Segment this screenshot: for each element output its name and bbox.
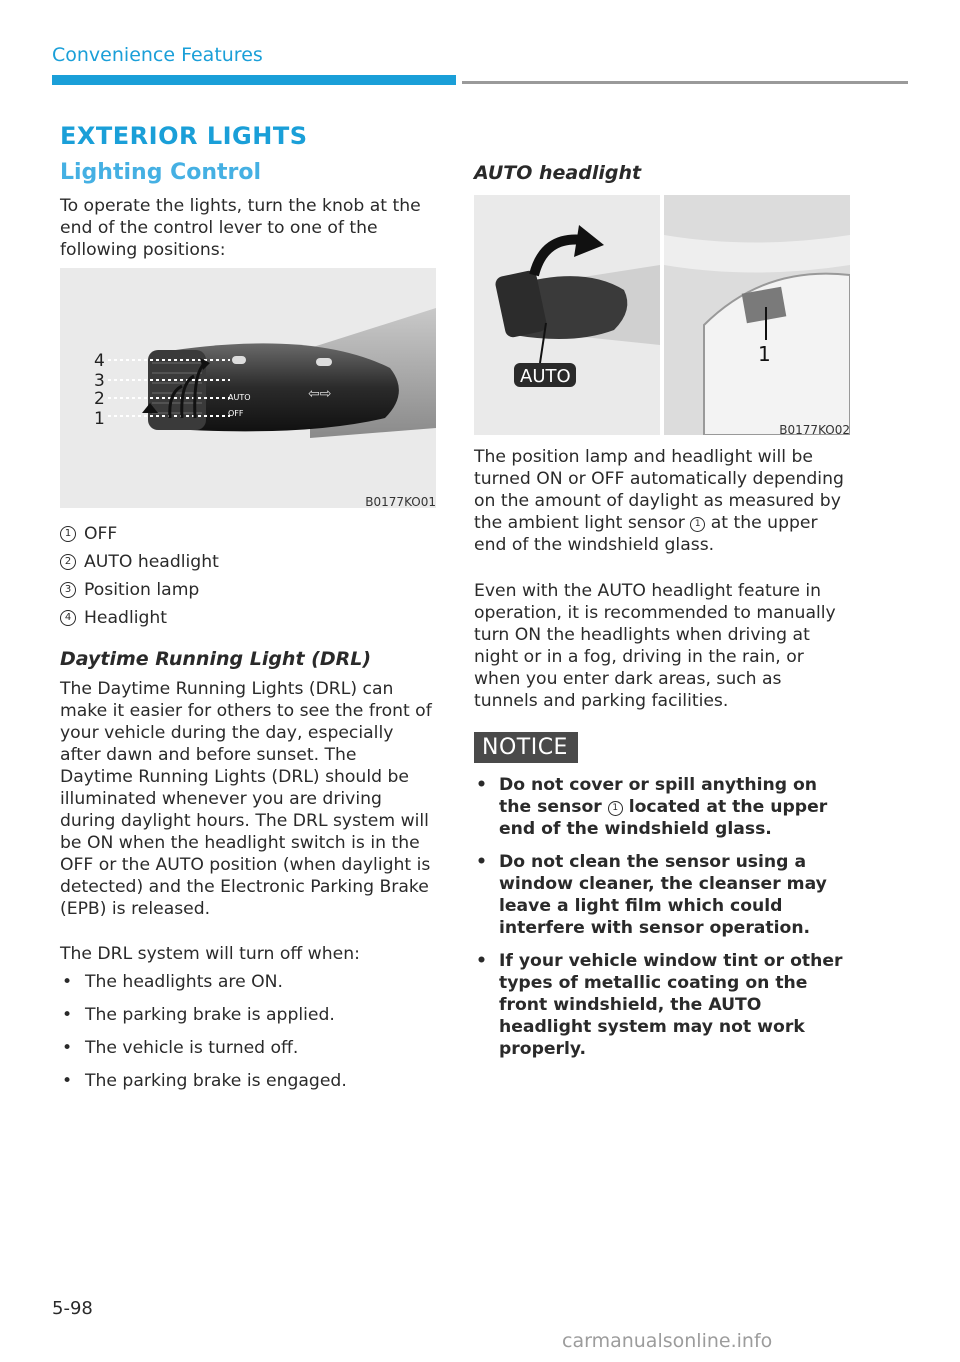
legend-number: 3: [60, 582, 76, 598]
legend-item: [60, 604, 436, 632]
auto-para-text: The position lamp and headlight will be turned ON or OFF automatically depending on the amount of daylight as measured by the ambient light sensor: [474, 447, 844, 533]
auto-headlight-heading: AUTO headlight: [474, 162, 642, 184]
position-label-1: 1: [94, 409, 105, 429]
list-item: [474, 774, 850, 840]
auto-callout: AUTO: [520, 366, 571, 387]
legend-text: Headlight: [84, 608, 168, 628]
legend-text: Position lamp: [84, 580, 200, 600]
rotate-arrow-icon: [574, 225, 604, 257]
legend-number: 2: [60, 554, 76, 570]
legend-item: [60, 520, 436, 548]
auto-knob-figure: [474, 195, 660, 435]
list-item: • The headlights are ON.: [60, 971, 436, 993]
auto-para-text-end: at the upper end of the windshield glass.: [474, 513, 818, 555]
knob-label-auto: AUTO: [228, 393, 251, 402]
page-number: 5-98: [52, 1298, 93, 1319]
notice-label: NOTICE: [474, 732, 578, 763]
notice-list: [474, 774, 850, 1071]
list-item: • The vehicle is turned off.: [60, 1037, 436, 1059]
legend-text: AUTO headlight: [84, 552, 219, 572]
auto-headlight-recommendation: Even with the AUTO headlight feature in operation, it is recommended to manually turn ON the headlights when driving at night or in a fog, driving in the rain, or when you enter dark areas, such as tunnels and parking facilities.: [474, 581, 836, 711]
position-label-4: 4: [94, 351, 105, 371]
section-title: EXTERIOR LIGHTS: [60, 122, 308, 150]
positions-legend: [60, 520, 436, 632]
position-label-3: 3: [94, 371, 105, 391]
header-rule-accent: [52, 75, 456, 85]
legend-number: 1: [60, 526, 76, 542]
lighting-intro: To operate the lights, turn the knob at the end of the control lever to one of the following positions:: [60, 196, 421, 260]
drl-heading: Daytime Running Light (DRL): [60, 648, 372, 670]
lighting-lever-illustration: [60, 268, 436, 508]
list-item: • If your vehicle window tint or other types of metallic coating on the front windshield, the AUTO headlight system may not work properly.: [474, 950, 850, 1060]
legend-item: [60, 576, 436, 604]
list-item: • Do not clean the sensor using a window cleaner, the cleanser may leave a light film which could interfere with sensor operation.: [474, 851, 850, 939]
sensor-number: 1: [690, 517, 705, 532]
running-header: Convenience Features: [52, 44, 263, 66]
turn-signal-icon: ⇦⇨: [308, 386, 332, 402]
drl-off-list: [60, 971, 436, 1103]
notice-text: Do not cover or spill anything on the sensor: [499, 775, 818, 817]
legend-number: 4: [60, 610, 76, 626]
list-item: • The parking brake is engaged.: [60, 1070, 436, 1092]
lighting-lever-figure: [60, 268, 436, 508]
notice-text-end: located at the upper end of the windshield glass.: [499, 797, 828, 839]
list-item: • The parking brake is applied.: [60, 1004, 436, 1026]
sensor-callout: 1: [758, 342, 771, 366]
sensor-illustration: [664, 195, 850, 435]
auto-headlight-paragraph: [474, 446, 844, 556]
sensor-figure: [664, 195, 850, 435]
legend-text: OFF: [84, 524, 118, 544]
drl-paragraph: The Daytime Running Lights (DRL) can make it easier for others to see the front of your vehicle during the day, especially after dawn and before sunset. The Daytime Running Lights (DRL) should be illuminated whenever you are driving during daylight hours. The DRL system will be ON when the headlight switch is in the OFF or the AUTO position (when daylight is detected) and the Electronic Parking Brake (EPB) is released.: [60, 679, 432, 919]
drl-turn-off-intro: The DRL system will turn off when:: [60, 944, 360, 964]
watermark: carmanualsonline.info: [562, 1330, 773, 1352]
figure-code-2: B0177KO02: [779, 423, 850, 437]
figure-code-1: B0177KO01: [365, 495, 436, 509]
position-label-2: 2: [94, 389, 105, 409]
sensor-number: 1: [608, 801, 623, 816]
legend-item: [60, 548, 436, 576]
auto-knob-illustration: [474, 195, 660, 435]
knob-label-off: OFF: [228, 409, 244, 418]
header-rule: [462, 81, 908, 84]
subsection-title: Lighting Control: [60, 160, 262, 185]
